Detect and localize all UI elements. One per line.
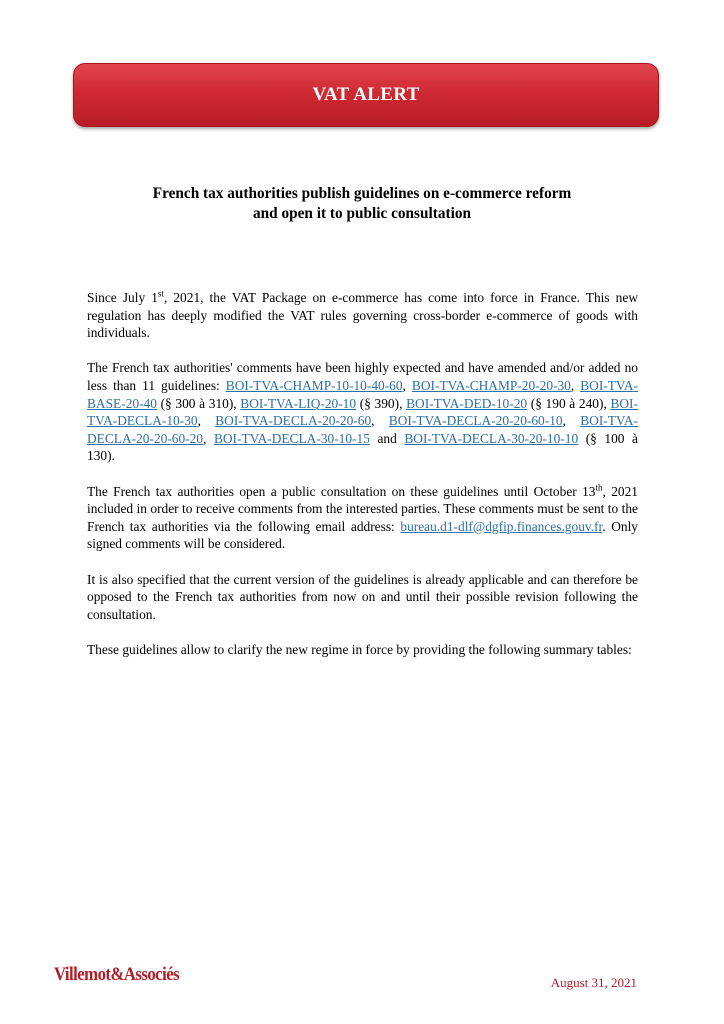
headline-line-2: and open it to public consultation bbox=[252, 205, 472, 222]
guideline-link-decla-30-10-15[interactable]: BOI-TVA-DECLA-30-10-15 bbox=[213, 430, 370, 446]
text-run: , bbox=[562, 413, 581, 429]
document-body bbox=[87, 289, 638, 676]
text-run: , bbox=[197, 413, 216, 429]
text-run: The French tax authorities' comments have been highly expected and have amended and/or added no less than 11 guidelines: bbox=[87, 360, 638, 393]
guideline-link-base-20-40[interactable]: BOI-TVA-BASE-20-40 bbox=[87, 377, 638, 411]
guideline-link-ded-10-20[interactable]: BOI-TVA-DED-10-20 bbox=[406, 395, 528, 411]
text-run: (§ 100 à 130). bbox=[87, 430, 639, 464]
superscript: st bbox=[157, 288, 164, 299]
paragraph-guidelines bbox=[87, 359, 638, 465]
text-run: , bbox=[570, 377, 581, 393]
text-run: , bbox=[402, 377, 412, 393]
paragraph-consultation bbox=[87, 483, 638, 553]
guideline-link-liq-20-10[interactable]: BOI-TVA-LIQ-20-10 bbox=[240, 395, 357, 411]
document-date: August 31, 2021 bbox=[550, 975, 637, 990]
text-run: (§ 390), bbox=[356, 395, 407, 411]
villemot-associes-logo: Villemot&Associés bbox=[54, 964, 180, 985]
paragraph-intro bbox=[87, 289, 638, 342]
text-run: , 2021, the VAT Package on e-commerce has come into force in France. This new regulation has deeply modified the VAT rules governing cross-border e-commerce of goods with individuals. bbox=[87, 290, 638, 341]
guideline-link-decla-10-30[interactable]: BOI-TVA-DECLA-10-30 bbox=[87, 395, 638, 429]
paragraph-summary-tables: These guidelines allow to clarify the new regime in force by providing the following summary tables: bbox=[87, 641, 632, 657]
guideline-link-decla-20-20-60[interactable]: BOI-TVA-DECLA-20-20-60 bbox=[215, 413, 372, 429]
text-run: , 2021 included in order to receive comments from the interested parties. These comments must be sent to the French tax authorities via the following email address: bbox=[87, 483, 638, 534]
banner-title: VAT ALERT bbox=[312, 84, 420, 105]
text-run: (§ 300 à 310), bbox=[156, 395, 241, 411]
guideline-link-champ-10-10-40-60[interactable]: BOI-TVA-CHAMP-10-10-40-60 bbox=[225, 377, 403, 393]
text-run: Since July 1 bbox=[87, 290, 158, 305]
guideline-link-champ-20-20-30[interactable]: BOI-TVA-CHAMP-20-20-30 bbox=[411, 377, 571, 393]
document-headline bbox=[87, 184, 637, 224]
guideline-link-decla-20-20-60-10[interactable]: BOI-TVA-DECLA-20-20-60-10 bbox=[388, 413, 563, 429]
text-run: The French tax authorities open a public consultation on these guidelines until October 13 bbox=[87, 483, 596, 499]
text-run: , bbox=[203, 430, 214, 446]
guideline-link-decla-20-20-60-20[interactable]: BOI-TVA-DECLA-20-20-60-20 bbox=[87, 413, 639, 446]
text-run: , bbox=[371, 413, 389, 429]
email-link[interactable]: bureau.d1-dlf@dgfip.finances.gouv.fr bbox=[400, 518, 603, 534]
superscript: th bbox=[595, 482, 603, 493]
text-run: and bbox=[369, 430, 405, 446]
text-run: . Only signed comments will be considered. bbox=[87, 518, 638, 552]
headline-line-1: French tax authorities publish guidelines on e-commerce reform bbox=[152, 185, 572, 202]
guideline-link-decla-30-20-10-10[interactable]: BOI-TVA-DECLA-30-20-10-10 bbox=[404, 430, 579, 446]
text-run: (§ 190 à 240), bbox=[527, 395, 611, 411]
vat-alert-banner bbox=[73, 63, 659, 127]
paragraph-applicability: It is also specified that the current version of the guidelines is already applicable and can therefore be opposed to the French tax authorities from now on and until their possible revision following the consultation. bbox=[87, 571, 638, 622]
